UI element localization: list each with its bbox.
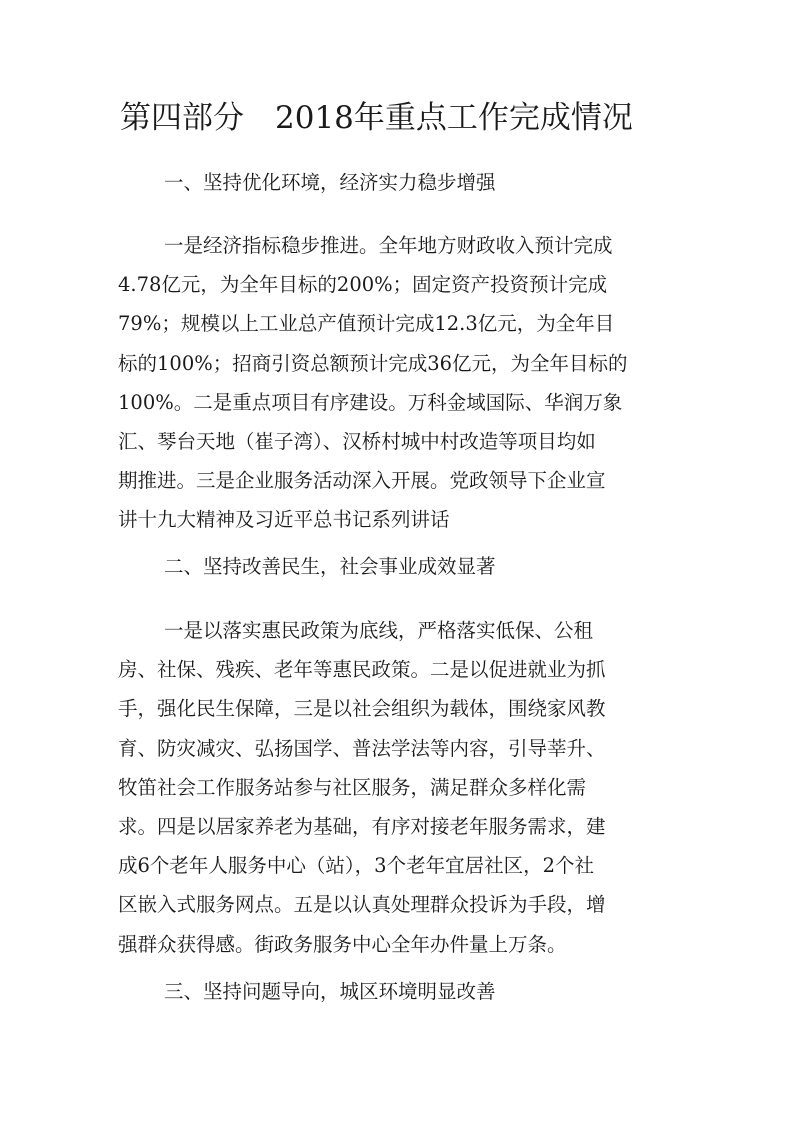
paragraph-line: 讲十九大精神及习近平总书记系列讲话	[118, 508, 450, 532]
paragraph-line: 育、防灾减灾、弘扬国学、普法学法等内容，引导莘升、	[118, 736, 606, 760]
paragraph-line: 一是以落实惠民政策为底线，严格落实低保、公租	[164, 619, 594, 642]
paragraph-line: 区嵌入式服务网点。五是以认真处理群众投诉为手段，增	[118, 893, 606, 917]
section-3-heading: 三、坚持问题导向，城区环境明显改善	[164, 980, 496, 1003]
page-title: 第四部分 2018年重点工作完成情况	[120, 100, 633, 136]
paragraph-line: 标的100%；招商引资总额预计完成36亿元，为全年目标的	[118, 351, 628, 375]
paragraph-line: 手，强化民生保障，三是以社会组织为载体，围绕家风教	[118, 697, 606, 721]
paragraph-line: 房、社保、残疾、老年等惠民政策。二是以促进就业为抓	[118, 658, 606, 682]
paragraph-line: 求。四是以居家养老为基础，有序对接老年服务需求，建	[118, 814, 606, 838]
paragraph-line: 强群众获得感。街政务服务中心全年办件量上万条。	[118, 932, 567, 956]
paragraph-line: 牧笛社会工作服务站参与社区服务，满足群众多样化需	[118, 775, 587, 799]
section-2-paragraph	[118, 611, 678, 964]
section-2-heading: 二、坚持改善民生，社会事业成效显著	[164, 555, 496, 578]
paragraph-line: 一是经济指标稳步推进。全年地方财政收入预计完成	[164, 234, 613, 257]
paragraph-line: 100%。二是重点项目有序建设。万科金域国际、华润万象	[118, 390, 623, 414]
paragraph-line: 4.78亿元，为全年目标的200%；固定资产投资预计完成	[118, 273, 608, 297]
paragraph-line: 汇、琴台天地（崔子湾）、汉桥村城中村改造等项目均如	[118, 429, 596, 453]
paragraph-line: 79%；规模以上工业总产值预计完成12.3亿元，为全年目	[118, 312, 615, 336]
section-1-paragraph	[118, 226, 678, 540]
section-1-heading: 一、坚持优化环境，经济实力稳步增强	[164, 171, 496, 194]
paragraph-line: 成6个老年人服务中心（站），3个老年宜居社区，2个社	[118, 854, 594, 878]
paragraph-line: 期推进。三是企业服务活动深入开展。党政领导下企业宣	[118, 469, 606, 493]
